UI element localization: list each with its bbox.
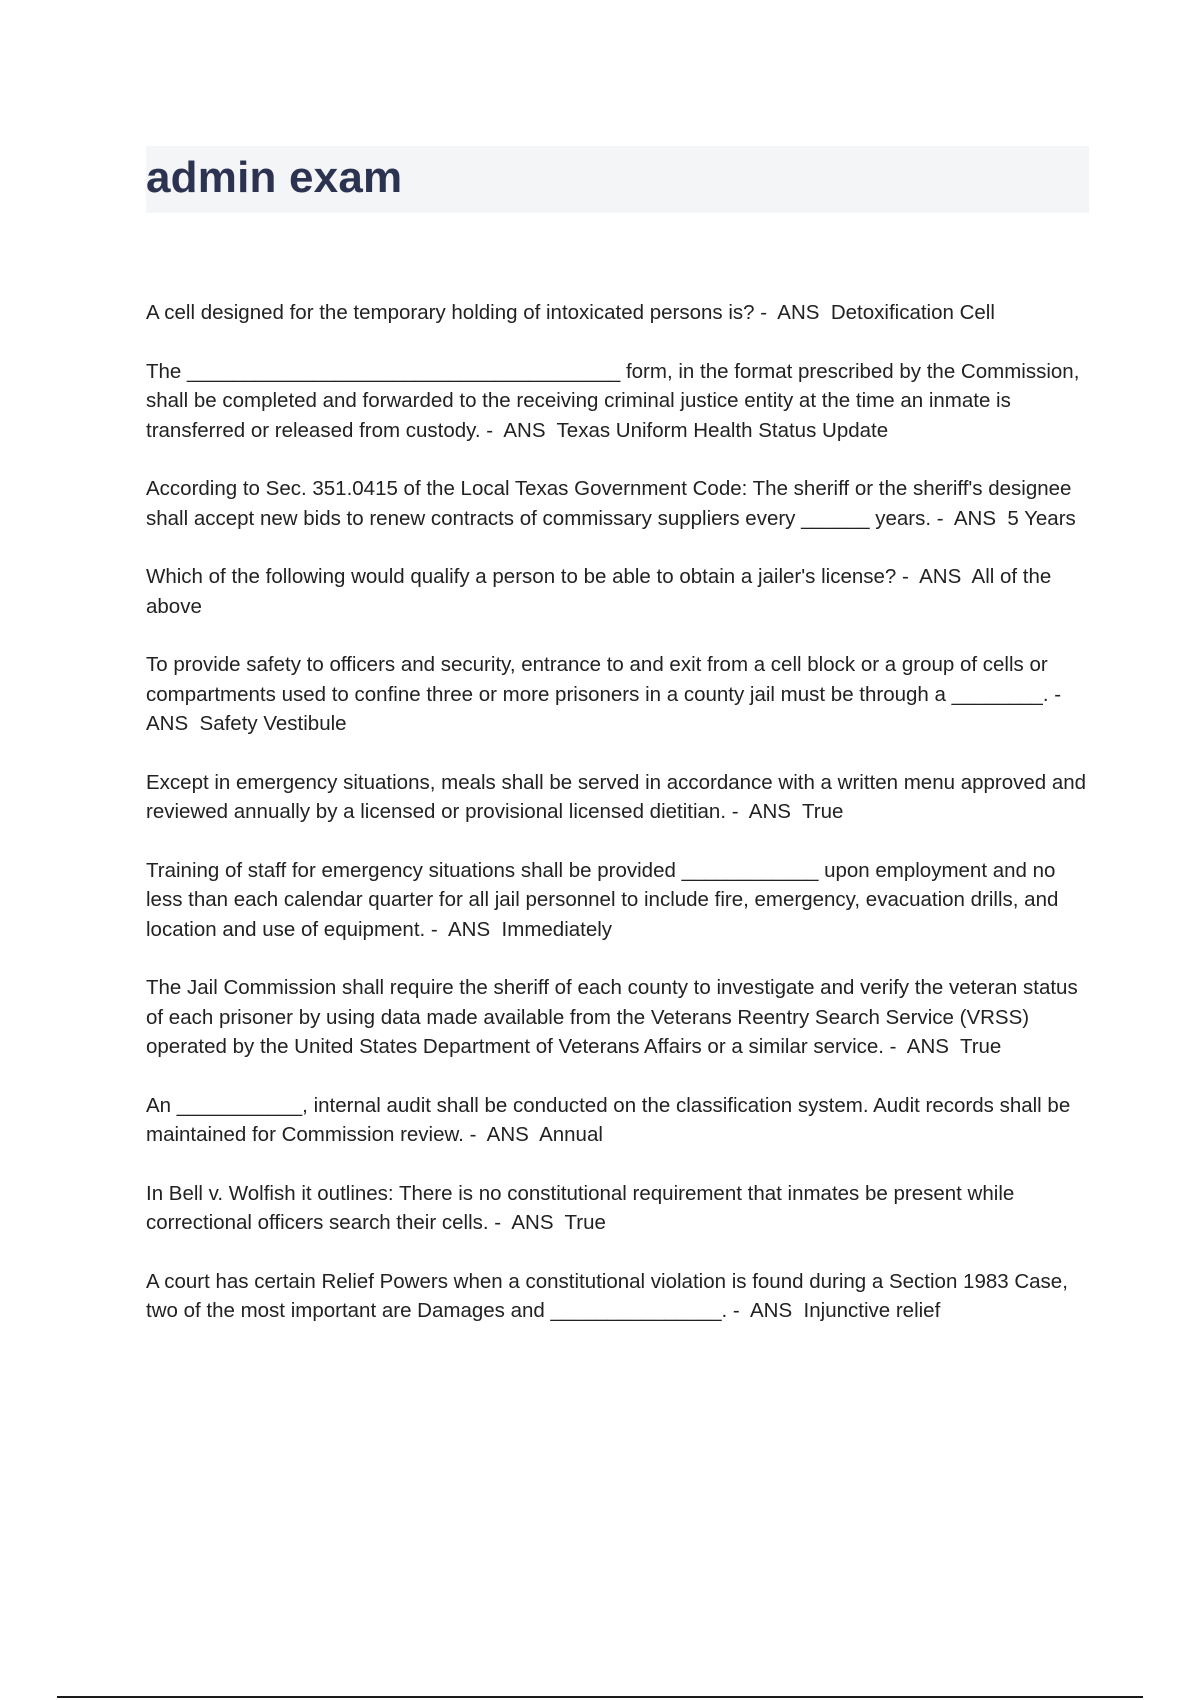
question-item: An ___________, internal audit shall be conducted on the classification system. Audit records shall be maintained for Commission review. - ANS Annual bbox=[146, 1093, 1076, 1146]
title-banner bbox=[146, 146, 1089, 213]
question-item: In Bell v. Wolfish it outlines: There is no constitutional requirement that inmates be present while correctional officers search their cells. - ANS True bbox=[146, 1181, 1020, 1234]
question-item: To provide safety to officers and security, entrance to and exit from a cell block or a group of cells or compartments used to confine three or more prisoners in a county jail must be through a ________. - ANS Safety Vestibule bbox=[146, 653, 1072, 735]
question-item: According to Sec. 351.0415 of the Local Texas Government Code: The sheriff or the sheriff's designee shall accept new bids to renew contracts of commissary suppliers every ______ years. - ANS 5 Years bbox=[146, 477, 1078, 530]
page-bottom-rule bbox=[57, 1696, 1143, 1698]
page-title: admin exam bbox=[146, 153, 403, 202]
question-item: A court has certain Relief Powers when a constitutional violation is found during a Section 1983 Case, two of the most important are Damages and _______________. - ANS Injunctive relief bbox=[146, 1269, 1074, 1322]
question-item: The ______________________________________ form, in the format prescribed by the Commission, shall be completed and forwarded to the receiving criminal justice entity at the time an inmate is transferred or released from custody. - ANS Texas Uniform Health Status Update bbox=[146, 359, 1086, 442]
question-item: Except in emergency situations, meals shall be served in accordance with a written menu approved and reviewed annually by a licensed or provisional licensed dietitian. - ANS True bbox=[146, 770, 1092, 823]
question-list bbox=[146, 298, 1096, 1355]
question-item: The Jail Commission shall require the sheriff of each county to investigate and verify the veteran status of each prisoner by using data made available from the Veterans Reentry Search Service (VRSS) operated by the United States Department of Veterans Affairs or a similar service. - ANS True bbox=[146, 976, 1084, 1058]
question-item: A cell designed for the temporary holding of intoxicated persons is? - ANS Detoxification Cell bbox=[146, 301, 995, 324]
question-item: Training of staff for emergency situations shall be provided ____________ upon employment and no less than each calendar quarter for all jail personnel to include fire, emergency, evacuation drills, and location and use of equipment. - ANS Immediately bbox=[146, 858, 1065, 941]
question-item: Which of the following would qualify a person to be able to obtain a jailer's license? - ANS All of the above bbox=[146, 565, 1057, 618]
